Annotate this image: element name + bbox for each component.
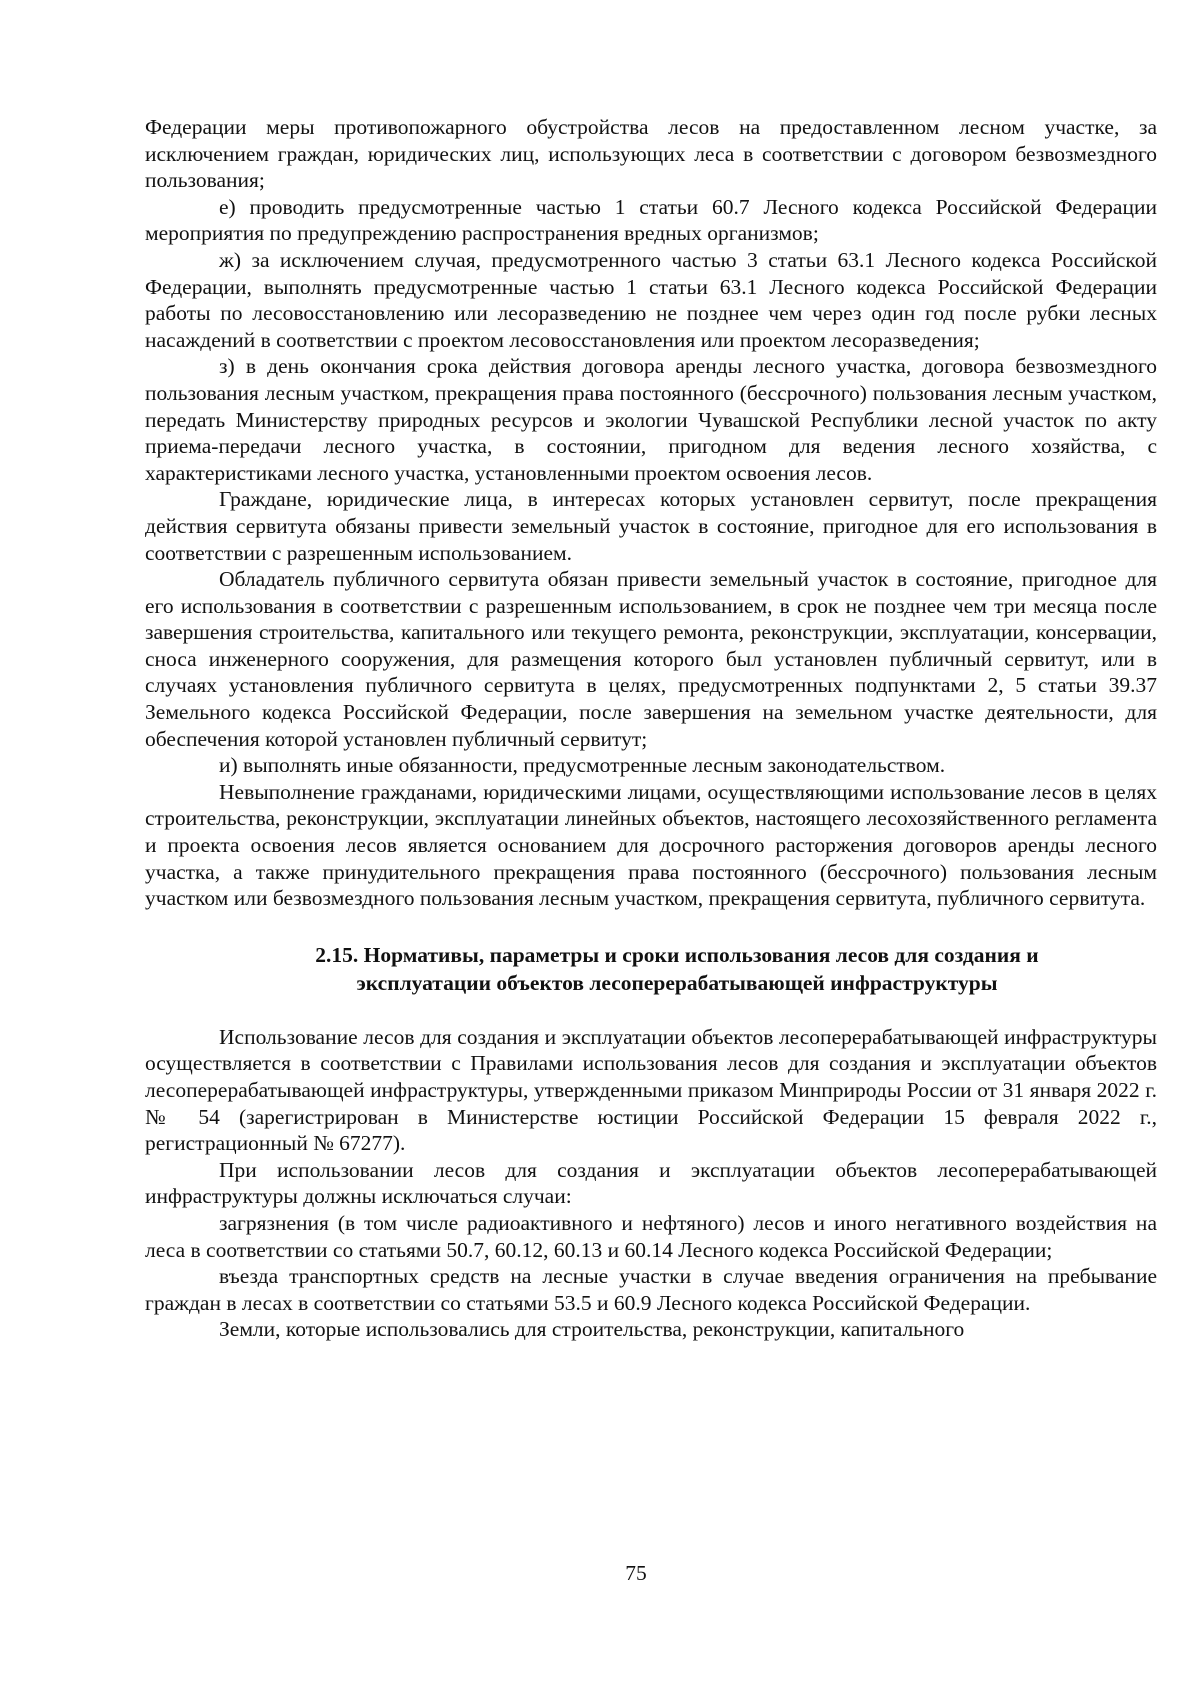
paragraph: Земли, которые использовались для строительства, реконструкции, капитального: [219, 1317, 965, 1342]
paragraph: Федерации меры противопожарного обустройства лесов на предоставленном лесном участке, за исключением граждан, юридических лиц, использующих леса в соответствии с договором безвозмездного пользования;: [145, 115, 1157, 193]
paragraph: з) в день окончания срока действия договора аренды лесного участка, договора безвозмездного пользования лесным участком, прекращения права постоянного (бессрочного) пользования лесным участком, передать Министерству природных ресурсов и экологии Чувашской Республики лесной участок по акту приема-передачи лесного участка, в состоянии, пригодном для ведения лесного хозяйства, с характеристиками лесного участка, установленными проектом освоения лесов.: [145, 354, 1157, 485]
paragraph: въезда транспортных средств на лесные участки в случае введения ограничения на пребывание граждан в лесах в соответствии со статьями 53.5 и 60.9 Лесного кодекса Российской Федерации.: [145, 1264, 1157, 1315]
paragraph: Граждане, юридические лица, в интересах которых установлен сервитут, после прекращения действия сервитута обязаны привести земельный участок в состояние, пригодное для его использования в соответствии с разрешенным использованием.: [145, 487, 1157, 565]
paragraph: е) проводить предусмотренные частью 1 статьи 60.7 Лесного кодекса Российской Федерации мероприятия по предупреждению распространения вредных организмов;: [145, 194, 1157, 246]
paragraph: ж) за исключением случая, предусмотренного частью 3 статьи 63.1 Лесного кодекса Российской Федерации, выполнять предусмотренные частью 1 статьи 63.1 Лесного кодекса Российской Федерации работы по лесовосстановлению или лесоразведению не позднее чем через один год после рубки лесных насаждений в соответствии с проектом лесовосстановления или проектом лесоразведения;: [145, 247, 1157, 352]
section-heading-line-2: эксплуатации объектов лесоперерабатывающей инфраструктуры: [356, 970, 998, 995]
paragraph: При использовании лесов для создания и эксплуатации объектов лесоперерабатывающей инфраструктуры должны исключаться случаи:: [145, 1157, 1157, 1209]
top-text-block: [145, 114, 1157, 912]
paragraph: загрязнения (в том числе радиоактивного и нефтяного) лесов и иного негативного воздействия на леса в соответствии со статьями 50.7, 60.12, 60.13 и 60.14 Лесного кодекса Российской Федерации;: [145, 1210, 1157, 1262]
paragraph: Использование лесов для создания и эксплуатации объектов лесоперерабатывающей инфраструктуры осуществляется в соответствии с Правилами использования лесов для создания и эксплуатации объектов лесоперерабатывающей инфраструктуры, утвержденными приказом Минприроды России от 31 января 2022 г. № 54 (зарегистрирован в Министерстве юстиции Российской Федерации 15 февраля 2022 г., регистрационный № 67277).: [145, 1024, 1157, 1156]
section-heading: [145, 941, 1157, 997]
document-page: [145, 114, 1157, 1343]
paragraph: и) выполнять иные обязанности, предусмотренные лесным законодательством.: [219, 753, 946, 778]
spacer: [145, 997, 1157, 1024]
paragraph: Невыполнение гражданами, юридическими лицами, осуществляющими использование лесов в целях строительства, реконструкции, эксплуатации линейных объектов, настоящего лесохозяйственного регламента и проекта освоения лесов является основанием для досрочного расторжения договоров аренды лесного участка, а также принудительного прекращения права постоянного (бессрочного) пользования лесным участком или безвозмездного пользования лесным участком, прекращения сервитута, публичного сервитута.: [145, 779, 1157, 911]
page-number: 75: [625, 1561, 647, 1585]
section-heading-line-1: 2.15. Нормативы, параметры и сроки использования лесов для создания и: [315, 942, 1039, 967]
bottom-text-block: [145, 1024, 1157, 1343]
paragraph: Обладатель публичного сервитута обязан привести земельный участок в состояние, пригодное для его использования в соответствии с разрешенным использованием, в срок не позднее чем три месяца после завершения строительства, капитального или текущего ремонта, реконструкции, эксплуатации, консервации, сноса инженерного сооружения, для размещения которого был установлен публичный сервитут, или в случаях установления публичного сервитута в целях, предусмотренных подпунктами 2, 5 статьи 39.37 Земельного кодекса Российской Федерации, после завершения на земельном участке деятельности, для обеспечения которой установлен публичный сервитут;: [145, 567, 1157, 751]
